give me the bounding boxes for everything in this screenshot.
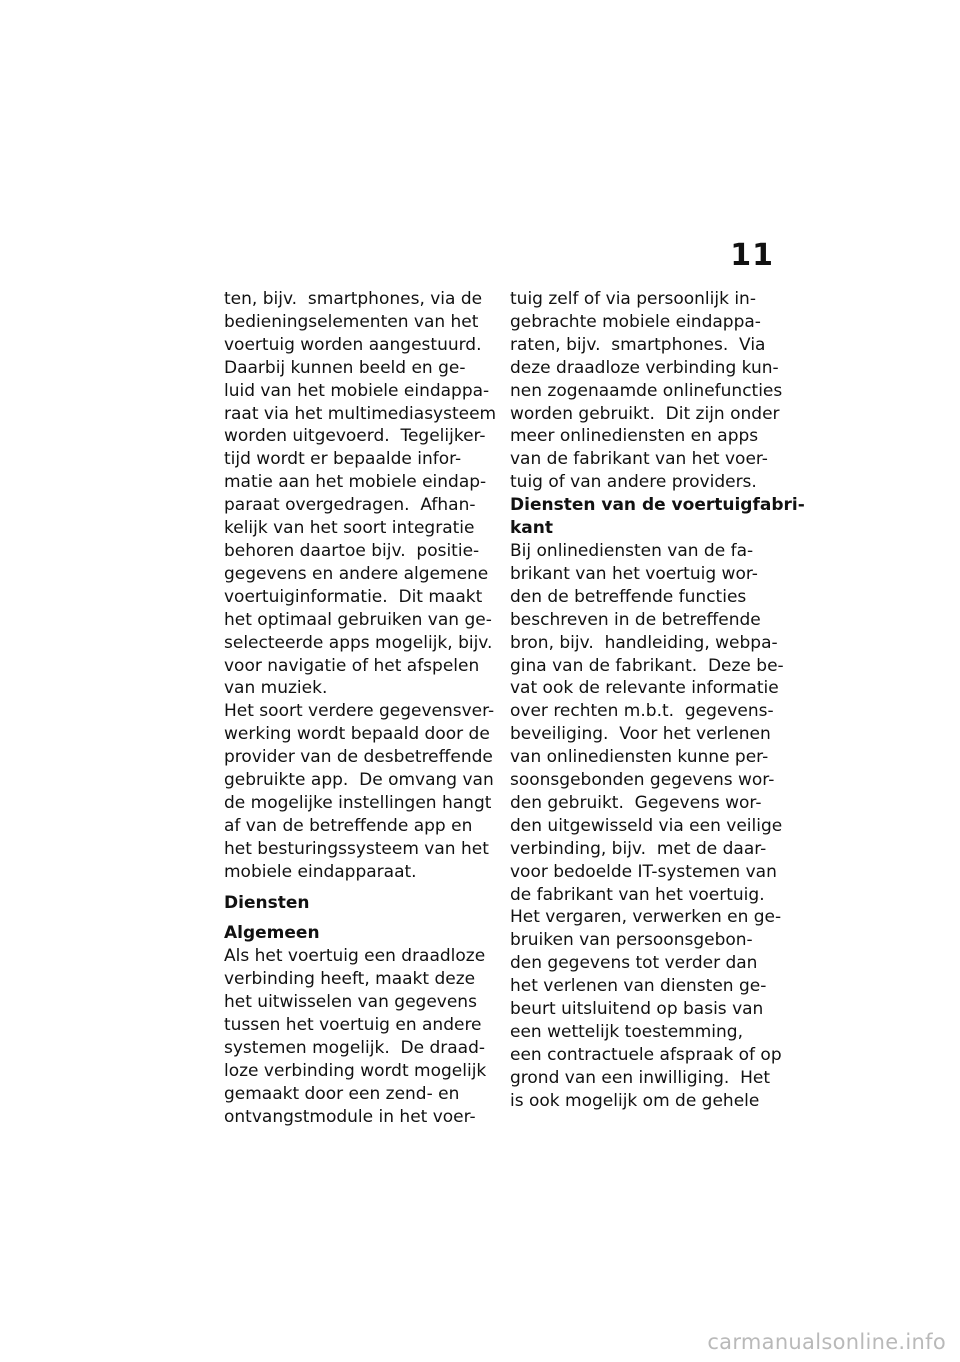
right-column	[510, 288, 805, 1113]
text-line: den de betreffende functies	[510, 586, 747, 607]
text-line: gebruikte app. De omvang van	[224, 770, 494, 791]
text-line: selecteerde apps mogelijk, bijv.	[224, 632, 493, 653]
paragraph-data-processing	[224, 700, 494, 883]
text-line: systemen mogelijk. De draad-	[224, 1038, 486, 1058]
text-line: bron, bijv. handleiding, webpa-	[510, 632, 778, 653]
text-line: behoren daartoe bijv. positie-	[224, 540, 480, 561]
text-line: tuig zelf of via persoonlijk in-	[510, 289, 756, 309]
text-line: beveiliging. Voor het verlenen	[510, 724, 771, 745]
text-line: voertuig worden aangestuurd.	[224, 334, 482, 355]
text-line: van muziek.	[224, 678, 328, 699]
text-line: paraat overgedragen. Afhan-	[224, 495, 476, 516]
text-line: luid van het mobiele eindappa-	[224, 380, 490, 401]
text-line: gegevens en andere algemene	[224, 563, 489, 584]
text-line: van de fabrikant van het voer-	[510, 449, 768, 470]
page-number: 11	[730, 238, 774, 273]
text-line: af van de betreffende app en	[224, 815, 473, 836]
left-column	[224, 288, 497, 1129]
text-line: het besturingssysteem van het	[224, 838, 489, 859]
text-line: tuig of van andere providers.	[510, 472, 757, 493]
text-line: gemaakt door een zend- en	[224, 1083, 460, 1104]
text-line: beurt uitsluitend op basis van	[510, 999, 764, 1020]
text-line: worden uitgevoerd. Tegelijker-	[224, 426, 486, 447]
text-line: worden gebruikt. Dit zijn onder	[510, 403, 780, 424]
section-heading-diensten: Diensten	[224, 892, 310, 913]
text-line: brikant van het voertuig wor-	[510, 563, 758, 584]
text-line: meer onlinediensten en apps	[510, 426, 759, 447]
text-line: kelijk van het soort integratie	[224, 518, 475, 539]
text-line: tijd wordt er bepaalde infor-	[224, 449, 462, 470]
text-line: een wettelijk toestemming,	[510, 1022, 743, 1042]
text-line: van onlinediensten kunne per-	[510, 747, 769, 768]
text-line: grond van een inwilliging. Het	[510, 1067, 771, 1088]
text-line: raat via het multimediasysteem	[224, 403, 497, 424]
text-line: gina van de fabrikant. Deze be-	[510, 655, 784, 676]
text-line: het verlenen van diensten ge-	[510, 976, 767, 997]
text-line: over rechten m.b.t. gegevens-	[510, 701, 774, 722]
text-line: het uitwisselen van gegevens	[224, 992, 477, 1013]
text-line: ontvangstmodule in het voer-	[224, 1106, 476, 1127]
text-line: vat ook de relevante informatie	[510, 678, 779, 699]
text-line: Het soort verdere gegevensver-	[224, 701, 495, 722]
text-line: Het vergaren, verwerken en ge-	[510, 907, 782, 928]
text-line: bedieningselementen van het	[224, 311, 479, 332]
text-line: den gebruikt. Gegevens wor-	[510, 792, 762, 813]
text-line: soonsgebonden gegevens wor-	[510, 770, 775, 791]
text-line: den gegevens tot verder dan	[510, 953, 758, 974]
text-line: de mogelijke instellingen hangt	[224, 792, 492, 813]
text-line: Diensten van de voertuigfabri-	[510, 495, 805, 516]
text-line: Daarbij kunnen beeld en ge-	[224, 357, 466, 378]
text-line: verbinding heeft, maakt deze	[224, 969, 476, 990]
text-line: Als het voertuig een draadloze	[224, 946, 486, 967]
text-line: den uitgewisseld via een veilige	[510, 815, 783, 836]
text-line: het optimaal gebruiken van ge-	[224, 609, 492, 630]
text-line: voor bedoelde IT-systemen van	[510, 861, 777, 882]
text-line: beschreven in de betreffende	[510, 609, 761, 630]
text-line: mobiele eindapparaat.	[224, 861, 417, 882]
text-line: de fabrikant van het voertuig.	[510, 884, 765, 905]
text-line: deze draadloze verbinding kun-	[510, 357, 779, 378]
text-line: werking wordt bepaald door de	[224, 724, 490, 745]
text-line: voertuiginformatie. Dit maakt	[224, 586, 483, 607]
paragraph-personal-data	[510, 906, 782, 1112]
text-line: een contractuele afspraak of op	[510, 1044, 782, 1065]
text-line: raten, bijv. smartphones. Via	[510, 334, 766, 355]
text-line: Bij onlinediensten van de fa-	[510, 540, 754, 561]
paragraph-online-functions	[510, 288, 782, 494]
section-heading-manufacturer-services	[510, 494, 805, 540]
text-line: kant	[510, 518, 554, 539]
text-line: loze verbinding wordt mogelijk	[224, 1060, 487, 1081]
paragraph-integration	[224, 288, 497, 700]
subsection-heading-algemeen: Algemeen	[224, 923, 320, 944]
text-line: matie aan het mobiele eindap-	[224, 472, 487, 493]
paragraph-manufacturer-services	[510, 540, 782, 907]
text-line: is ook mogelijk om de gehele	[510, 1090, 760, 1111]
text-line: gebrachte mobiele eindappa-	[510, 311, 761, 332]
text-line: bruiken van persoonsgebon-	[510, 930, 753, 951]
text-line: voor navigatie of het afspelen	[224, 655, 480, 676]
watermark-text: carmanualsonline.info	[707, 1330, 946, 1354]
paragraph-wireless	[224, 945, 494, 1128]
text-line: provider van de desbetreffende	[224, 747, 493, 768]
text-line: verbinding, bijv. met de daar-	[510, 838, 767, 859]
text-line: ten, bijv. smartphones, via de	[224, 289, 483, 309]
text-line: tussen het voertuig en andere	[224, 1015, 482, 1036]
text-line: nen zogenaamde onlinefuncties	[510, 380, 783, 401]
